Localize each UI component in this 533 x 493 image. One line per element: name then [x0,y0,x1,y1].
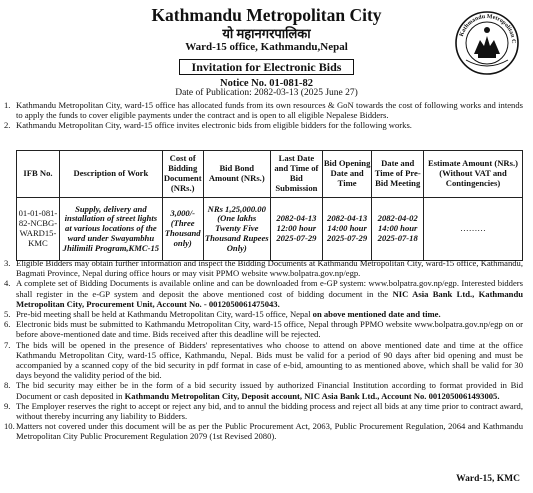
list-item [4,319,523,339]
list-item [4,309,523,319]
item-text [16,319,523,339]
bids-table [16,150,523,261]
prebid-date-cell: 2082-04-02 14:00 hour 2025-07-18 [372,198,424,261]
column-header: IFB No. [17,151,60,198]
work-description-cell: Supply, delivery and installation of street lights at various locations of the ward under Swayambhu Jhilimili Program,KMC-15 [59,198,162,261]
item-number: 10. [4,421,15,432]
item-text [16,421,523,441]
table-row [17,198,523,261]
item-number: 9. [4,400,11,411]
list-item [4,401,523,421]
item-text: Kathmandu Metropolitan City, ward-15 office invites electronic bids from eligible bidders for the following works. [16,120,412,131]
item-number: 2. [4,120,11,131]
column-header: Estimate Amount (NRs.) (Without VAT and Contingencies) [423,151,522,198]
item-text [16,401,523,421]
list-item [4,380,523,400]
list-item [4,100,523,120]
table-header-row [17,151,523,198]
list-item [4,340,523,381]
item-text [16,380,523,400]
item-number: 5. [4,309,11,320]
item-number: 7. [4,339,11,350]
column-header: Description of Work [59,151,162,198]
column-header: Bid Opening Date and Time [322,151,372,198]
item-text-part: Eligible Bidders may obtain further information and inspect the Bidding Documents at Kathmandu Metropolitan City, ward-15 office, Kathmandu, Bagmati Province, Nepal during office hours or may visit PPMO website www.bolpatra.gov.np/egp. [16,258,523,279]
item-text-bold: NIC Asia Bank Ltd., Kathmandu Metropolitan City, Procurement Unit, Account No. - 0012050061475043. [16,288,523,309]
column-header: Cost of Bidding Document (NRs.) [162,151,203,198]
item-text [16,258,523,278]
estimate-amount-cell: ……… [423,198,522,261]
item-text-part: The bids will be opened in the presence of Bidders' representatives who choose to attend on above mentioned date and time at the office Kathmandu Metropolitan City, ward-15 office, Kathmandu, Nepal. Bids must be valid for a period of 90 days after bid opening and must be accompanied by a scanned copy of the bid security in pdf format in case of e-bid, amounting to as mentioned above, which shall be valid for 30 days beyond the validity period of the bid. [16,339,523,381]
item-text [16,340,523,381]
office-line: Ward-15 office, Kathmandu,Nepal [185,41,348,53]
item-text-part: The bid security may either be in the form of a bid security issued by authorized Financial Institution according to format provided in Bid Document or cash deposited in [16,380,523,401]
emblem-text: Kathmandu Metropolitan C [458,13,517,44]
footer-signature: Ward-15, KMC [456,474,520,484]
publication-date: Date of Publication: 2082-03-13 (2025 June 27) [175,88,358,98]
list-item [4,278,523,309]
item-text-part: The Employer reserves the right to accept or reject any bid, and to annul the bidding process and reject all bids at any time prior to contract award, without thereby incurring any liability to Bidders. [16,400,523,422]
ifb-number-cell: 01-01-081-82-NCBG-WARD15-KMC [17,198,60,261]
invitation-banner: Invitation for Electronic Bids [179,59,354,75]
item-text-part: A complete set of Bidding Documents is available online and can be downloaded from e-GP system: www.bolpatra.gov.np/egp. Interested bidders shall register in the e-GP system and deposit the above mentioned cost of bidding document in the [16,278,523,299]
item-text-bold: Kathmandu Metropolitan City, Deposit account, NIC Asia Bank Ltd., Account No. 0012050061493005. [124,390,500,401]
opening-date-cell: 2082-04-13 14:00 hour 2025-07-29 [322,198,372,261]
list-item [4,120,523,130]
column-header: Last Date and Time of Bid Submission [270,151,322,198]
item-text [16,309,523,319]
item-text [16,278,523,309]
item-text-bold: on above mentioned date and time. [312,309,441,320]
column-header: Bid Bond Amount (NRs.) [203,151,270,198]
item-number: 6. [4,319,11,330]
conditions-list [4,258,523,442]
item-number: 3. [4,258,11,268]
column-header: Date and Time of Pre-Bid Meeting [372,151,424,198]
intro-list [4,100,523,131]
document-cost-cell: 3,000/- (Three Thousand only) [162,198,203,261]
devanagari-title: यो महानगरपालिका [222,26,311,41]
item-number: 1. [4,100,11,110]
page-title: Kathmandu Metropolitan City [151,5,382,25]
item-number: 4. [4,278,11,289]
item-text-part: Matters not covered under this document will be as per the Public Procurement Act, 2063, Public Procurement Regulation, 2064 and Kathmandu Metropolitan City Public Procurement Regulation 2079 (1st Revised 2080). [16,421,523,442]
notice-number: Notice No. 01-081-82 [219,78,314,89]
item-text: Kathmandu Metropolitan City, ward-15 office has allocated funds from its own resources & GoN towards the cost of following works and intends to apply the funds to cover eligible payments under the contract and is open to all eligible Nepalese Bidders. [16,100,523,121]
item-text-part: Pre-bid meeting shall be held at Kathmandu Metropolitan City, ward-15 office, Nepal [16,309,313,320]
bid-bond-cell: NRs 1,25,000.00 (One lakhs Twenty Five Thousand Rupees Only) [203,198,270,261]
list-item [4,258,523,278]
submission-date-cell: 2082-04-13 12:00 hour 2025-07-29 [270,198,322,261]
list-item [4,421,523,441]
item-text-part: Electronic bids must be submitted to Kathmandu Metropolitan City, ward-15 office, Nepal through PPMO website www.bolpatra.gov.np/egp on or before above-mentioned date and time. Bids received after this deadline will be rejected. [16,319,523,340]
item-number: 8. [4,380,11,391]
